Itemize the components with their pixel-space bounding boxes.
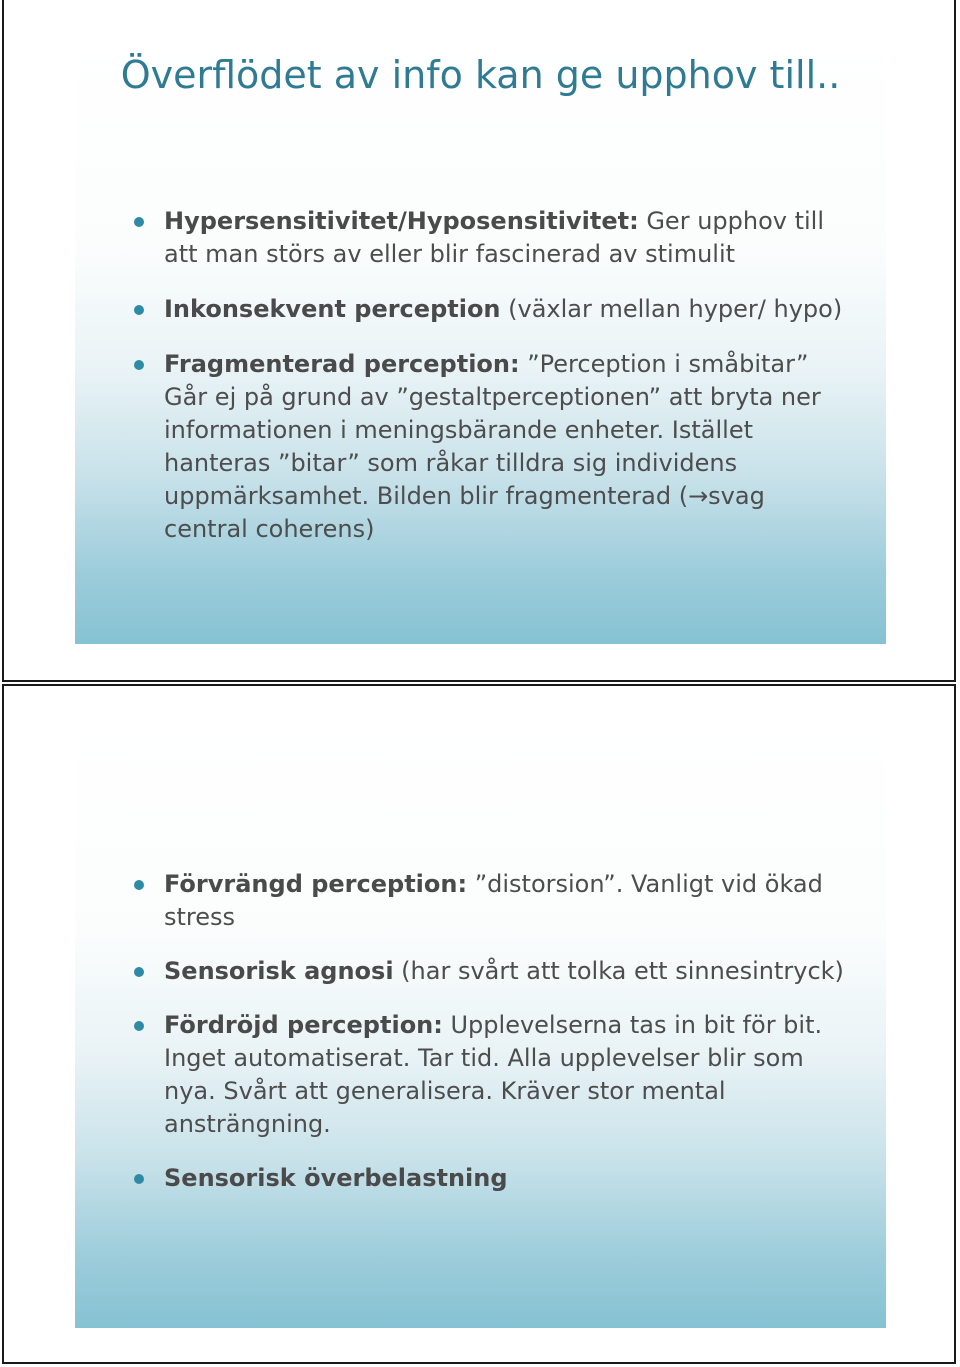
list-item [75, 205, 886, 271]
bullet-term: Förvrängd perception: [164, 870, 468, 898]
bullet-term: Hypersensitivitet/Hyposensitivitet: [164, 207, 639, 235]
bullet-text: Ger upphov till att man störs av eller blir fascinerad av stimulit [164, 207, 825, 268]
list-item [75, 293, 886, 326]
bullet-term: Fragmenterad perception: [164, 350, 520, 378]
bullet-text: ”distorsion”. Vanligt vid ökad stress [164, 870, 823, 931]
bullet-term: Inkonsekvent perception [164, 295, 501, 323]
slide-1 [75, 36, 886, 644]
list-item [75, 1009, 886, 1141]
bullet-text: Upplevelserna tas in bit för bit. Inget automatiserat. Tar tid. Alla upplevelser blir som nya. Svårt att generalisera. Kräver stor mental ansträngning. [164, 1011, 823, 1138]
bullet-dot-icon [134, 1021, 144, 1031]
list-item [75, 955, 886, 988]
bullet-term: Sensorisk agnosi [164, 957, 394, 985]
slide-title: Överflödet av info kan ge upphov till.. [120, 53, 841, 97]
bullet-dot-icon [134, 967, 144, 977]
bullet-term: Fördröjd perception: [164, 1011, 443, 1039]
bullet-dot-icon [134, 1174, 144, 1184]
list-item [75, 348, 886, 546]
slide-2 [75, 720, 886, 1328]
bullet-dot-icon [134, 217, 144, 227]
bullet-term: Sensorisk överbelastning [164, 1164, 508, 1192]
list-item [75, 1162, 886, 1195]
bullet-text: ”Perception i småbitar” Går ej på grund av ”gestaltperceptionen” att bryta ner informationen i meningsbärande enheter. Istället hanteras ”bitar” som råkar tilldra sig individens uppmärksamhet. Bilden blir fragmenterad (→svag central coherens) [164, 350, 821, 543]
bullet-dot-icon [134, 360, 144, 370]
bullet-list [75, 868, 886, 1195]
list-item [75, 868, 886, 934]
bullet-list [75, 205, 886, 546]
bullet-dot-icon [134, 880, 144, 890]
bullet-text: (har svårt att tolka ett sinnesintryck) [393, 957, 844, 985]
bullet-text: (växlar mellan hyper/ hypo) [500, 295, 843, 323]
bullet-dot-icon [134, 305, 144, 315]
